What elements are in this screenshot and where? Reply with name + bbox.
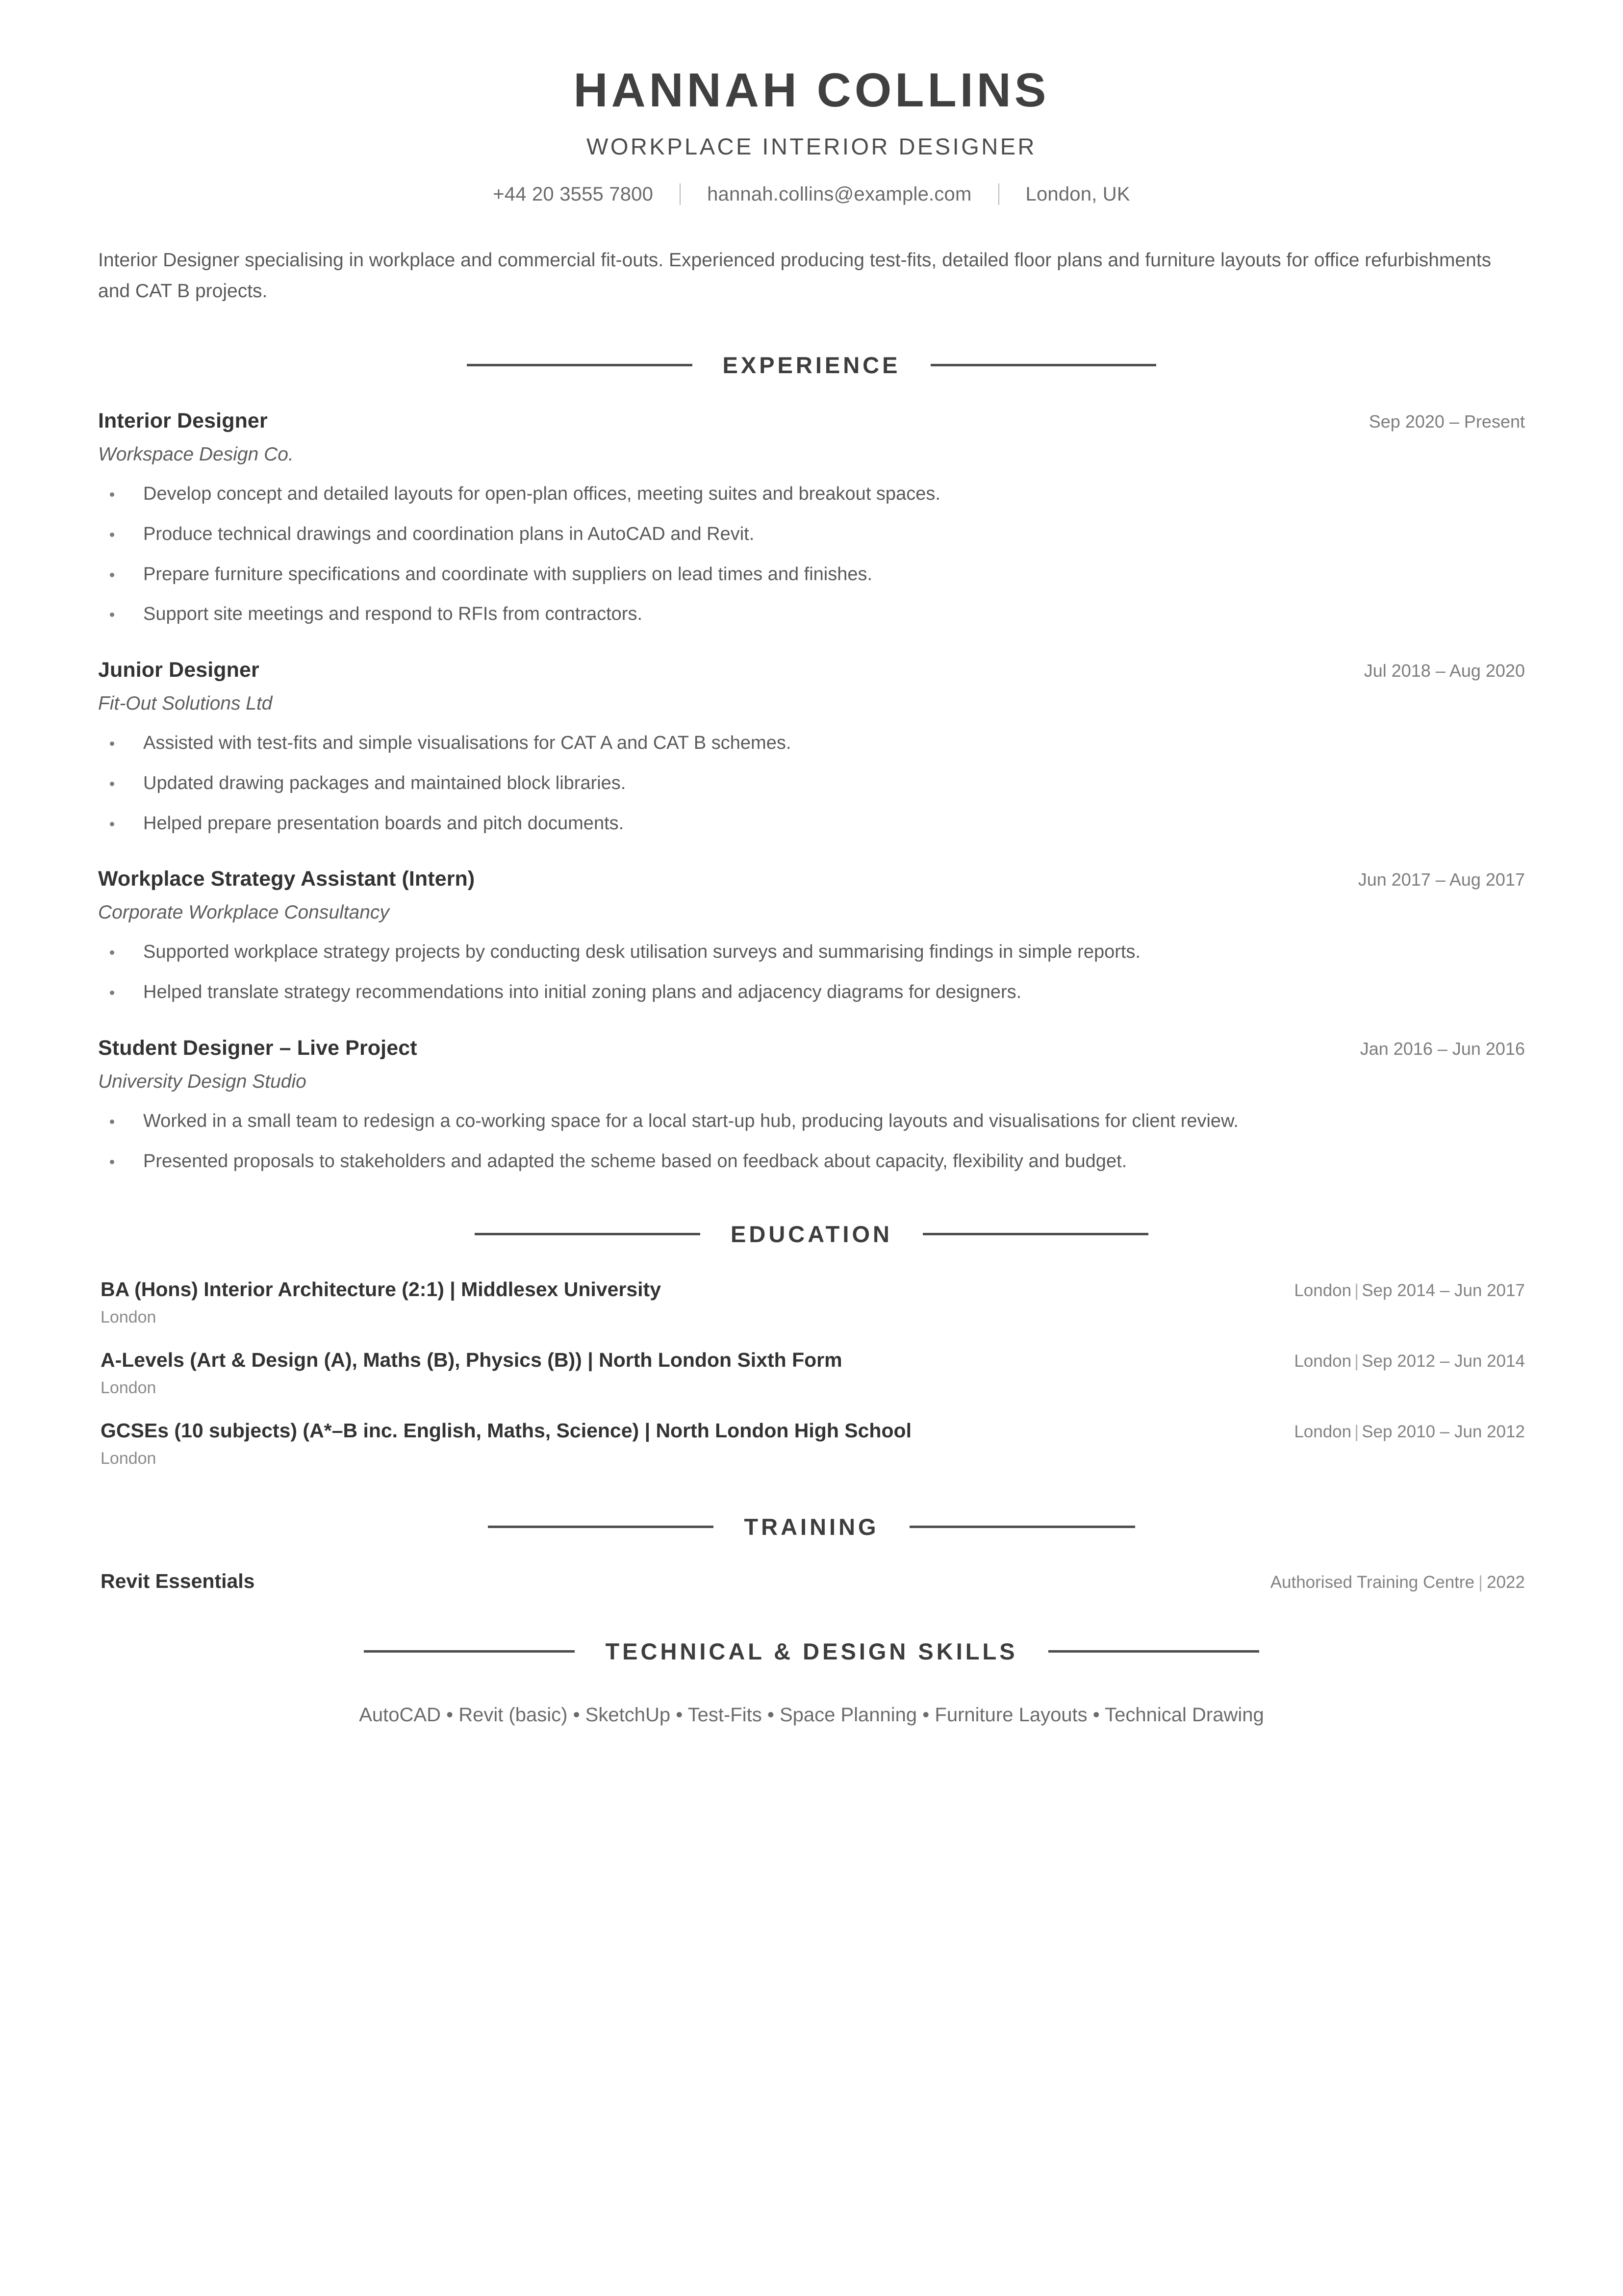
contact-location: London, UK (1025, 183, 1130, 205)
section-title-training: TRAINING (744, 1514, 879, 1540)
heading-rule-right (923, 1233, 1148, 1235)
experience-item (98, 867, 1525, 1007)
experience-bullet: Supported workplace strategy projects by conducting desk utilisation surveys and summarising findings in simple reports. (98, 938, 1525, 967)
training-year: 2022 (1487, 1573, 1525, 1592)
experience-bullet: Assisted with test-fits and simple visualisations for CAT A and CAT B schemes. (98, 729, 1525, 758)
experience-company: University Design Studio (98, 1071, 306, 1092)
education-degree: GCSEs (10 subjects) (A*–B inc. English, Maths, Science) | North London High School (101, 1419, 912, 1442)
education-location: London (101, 1449, 156, 1468)
professional-summary: Interior Designer specialising in workplace and commercial fit-outs. Experienced producing test-fits, detailed floor plans and furniture layouts for office refurbishments and CAT B projects. (98, 249, 1492, 302)
heading-rule-left (467, 364, 692, 366)
education-item (98, 1349, 1525, 1398)
experience-bullet: Helped translate strategy recommendations into initial zoning plans and adjacency diagrams for designers. (98, 978, 1525, 1007)
education-item-header (101, 1419, 1525, 1442)
experience-bullets (98, 1107, 1525, 1176)
experience-bullet: Worked in a small team to redesign a co-working space for a local start-up hub, producing layouts and visualisations for client review. (98, 1107, 1525, 1136)
experience-bullet: Support site meetings and respond to RFIs from contractors. (98, 600, 1525, 629)
experience-company: Corporate Workplace Consultancy (98, 902, 389, 923)
training-provider: Authorised Training Centre (1270, 1573, 1475, 1592)
education-meta-dates: Sep 2014 – Jun 2017 (1362, 1281, 1525, 1301)
education-list (98, 1278, 1525, 1468)
experience-role: Student Designer – Live Project (98, 1036, 417, 1060)
education-meta (1274, 1352, 1525, 1371)
training-course-name: Revit Essentials (101, 1570, 255, 1593)
section-title-education: EDUCATION (731, 1221, 892, 1248)
heading-rule-left (364, 1650, 575, 1653)
training-meta-divider-icon: | (1478, 1573, 1483, 1592)
education-item-header (101, 1349, 1525, 1372)
contact-phone[interactable]: +44 20 3555 7800 (493, 183, 654, 205)
section-heading-experience (98, 352, 1525, 379)
experience-item-header (98, 409, 1525, 433)
experience-item-header (98, 1036, 1525, 1060)
experience-item-header (98, 658, 1525, 682)
education-meta-divider-icon: | (1354, 1281, 1359, 1301)
experience-company: Fit-Out Solutions Ltd (98, 693, 273, 714)
heading-rule-right (910, 1526, 1135, 1528)
experience-bullet: Helped prepare presentation boards and pitch documents. (98, 810, 1525, 838)
contact-line (98, 183, 1525, 205)
training-list (98, 1570, 1525, 1593)
experience-bullet: Produce technical drawings and coordination plans in AutoCAD and Revit. (98, 520, 1525, 549)
candidate-name: HANNAH COLLINS (573, 63, 1050, 117)
education-meta-dates: Sep 2010 – Jun 2012 (1362, 1422, 1525, 1442)
heading-rule-right (1048, 1650, 1259, 1653)
section-heading-education (98, 1221, 1525, 1248)
experience-bullet: Updated drawing packages and maintained block libraries. (98, 769, 1525, 798)
experience-bullets (98, 729, 1525, 838)
training-meta (1251, 1573, 1525, 1592)
skills-list: AutoCAD • Revit (basic) • SketchUp • Test-Fits • Space Planning • Furniture Layouts • Technical Drawing (359, 1704, 1264, 1726)
experience-dates: Sep 2020 – Present (1369, 411, 1525, 432)
experience-role: Workplace Strategy Assistant (Intern) (98, 867, 475, 891)
experience-item (98, 1036, 1525, 1176)
education-item (98, 1278, 1525, 1327)
education-meta-place: London (1294, 1422, 1352, 1442)
training-item-header (101, 1570, 1525, 1593)
experience-bullet: Prepare furniture specifications and coordinate with suppliers on lead times and finishes. (98, 561, 1525, 589)
experience-dates: Jan 2016 – Jun 2016 (1360, 1038, 1525, 1059)
experience-role: Junior Designer (98, 658, 259, 682)
section-heading-training (98, 1513, 1525, 1540)
experience-bullet: Develop concept and detailed layouts for open-plan offices, meeting suites and breakout spaces. (98, 480, 1525, 509)
experience-dates: Jul 2018 – Aug 2020 (1364, 661, 1525, 681)
contact-divider-icon (998, 183, 999, 205)
education-meta (1274, 1422, 1525, 1442)
heading-rule-left (475, 1233, 700, 1235)
training-item (98, 1570, 1525, 1593)
education-meta-divider-icon: | (1354, 1352, 1359, 1371)
education-item (98, 1419, 1525, 1468)
experience-item (98, 658, 1525, 838)
heading-rule-left (488, 1526, 713, 1528)
section-title-skills: TECHNICAL & DESIGN SKILLS (605, 1638, 1018, 1665)
experience-bullets (98, 938, 1525, 1007)
experience-item-header (98, 867, 1525, 891)
education-meta-dates: Sep 2012 – Jun 2014 (1362, 1352, 1525, 1371)
experience-company: Workspace Design Co. (98, 444, 294, 465)
education-meta-divider-icon: | (1354, 1422, 1359, 1442)
contact-divider-icon (680, 183, 681, 205)
education-degree: BA (Hons) Interior Architecture (2:1) | Middlesex University (101, 1278, 661, 1301)
heading-rule-right (931, 364, 1156, 366)
candidate-job-title: WORKPLACE INTERIOR DESIGNER (586, 133, 1037, 159)
education-meta-place: London (1294, 1352, 1352, 1371)
education-meta-place: London (1294, 1281, 1352, 1301)
education-degree: A-Levels (Art & Design (A), Maths (B), Physics (B)) | North London Sixth Form (101, 1349, 842, 1372)
education-item-header (101, 1278, 1525, 1301)
experience-dates: Jun 2017 – Aug 2017 (1358, 869, 1525, 890)
education-location: London (101, 1308, 156, 1327)
education-location: London (101, 1378, 156, 1398)
section-title-experience: EXPERIENCE (722, 352, 901, 379)
education-meta (1274, 1281, 1525, 1301)
experience-bullet: Presented proposals to stakeholders and adapted the scheme based on feedback about capacity, flexibility and budget. (98, 1148, 1525, 1176)
resume-header (98, 0, 1525, 205)
experience-item (98, 409, 1525, 629)
experience-bullets (98, 480, 1525, 629)
experience-role: Interior Designer (98, 409, 268, 433)
section-heading-skills (98, 1638, 1525, 1665)
experience-list (98, 409, 1525, 1175)
contact-email[interactable]: hannah.collins@example.com (707, 183, 972, 205)
